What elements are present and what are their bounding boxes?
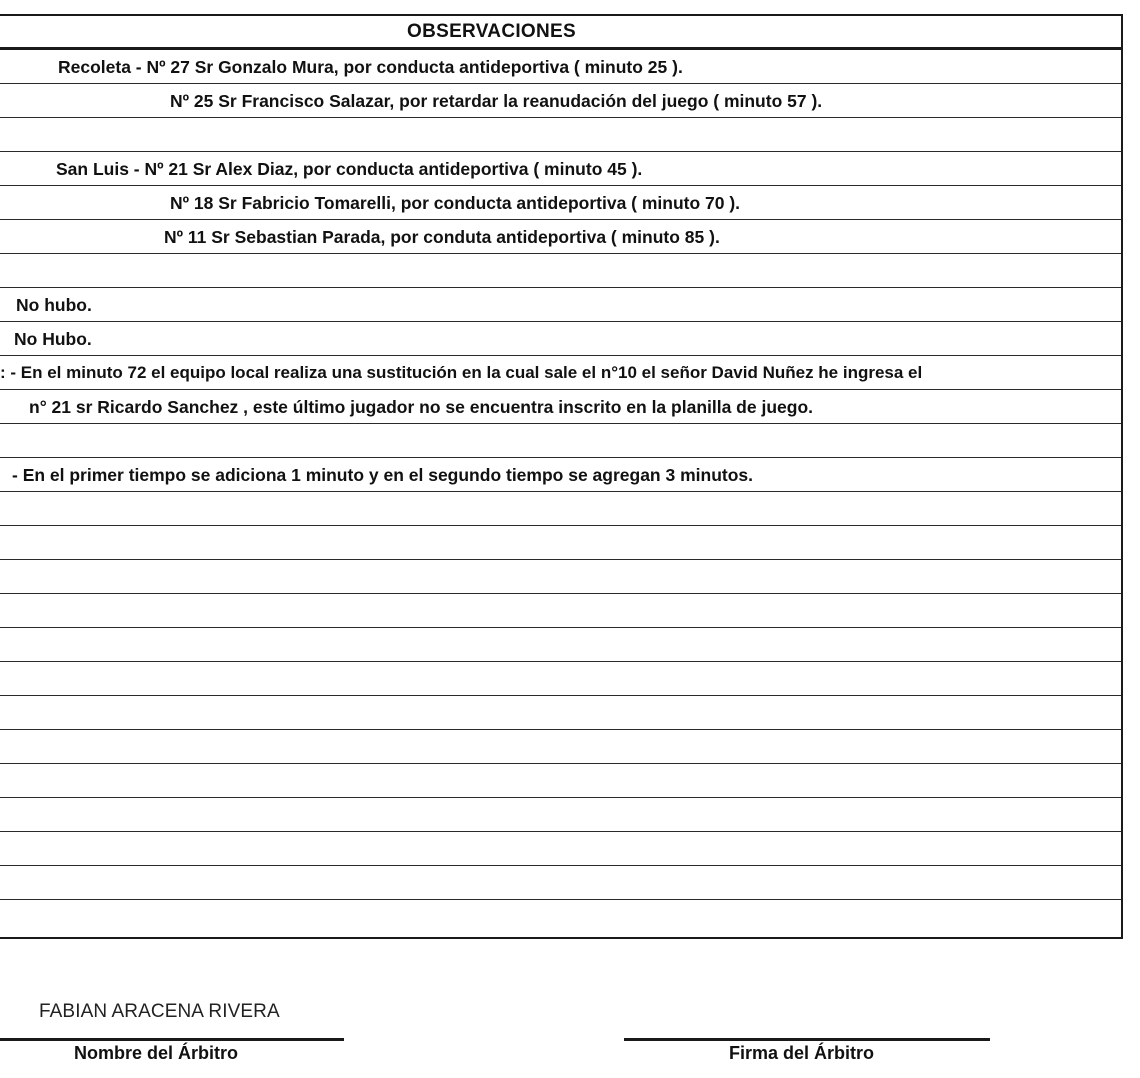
observation-row bbox=[0, 118, 1121, 152]
observation-text: : - En el minuto 72 el equipo local realiza una sustitución en la cual sale el n°10 el señor David Nuñez he ingresa el bbox=[0, 363, 923, 382]
observation-row bbox=[0, 662, 1121, 696]
referee-signature-label: Firma del Árbitro bbox=[729, 1043, 875, 1063]
observation-text: Recoleta - Nº 27 Sr Gonzalo Mura, por conducta antideportiva ( minuto 25 ). bbox=[58, 57, 683, 77]
referee-name-label: Nombre del Árbitro bbox=[74, 1043, 239, 1063]
observation-text: Nº 18 Sr Fabricio Tomarelli, por conducta antideportiva ( minuto 70 ). bbox=[170, 193, 741, 213]
observation-row bbox=[0, 424, 1121, 458]
observation-row bbox=[0, 220, 1121, 254]
observation-row bbox=[0, 152, 1121, 186]
observation-row bbox=[0, 866, 1121, 900]
observation-row bbox=[0, 458, 1121, 492]
observation-row bbox=[0, 254, 1121, 288]
observations-form bbox=[0, 14, 1123, 939]
observation-text: Nº 11 Sr Sebastian Parada, por conduta antideportiva ( minuto 85 ). bbox=[164, 227, 720, 247]
observation-row bbox=[0, 186, 1121, 220]
observation-text: San Luis - Nº 21 Sr Alex Diaz, por conducta antideportiva ( minuto 45 ). bbox=[56, 159, 643, 179]
observations-header bbox=[0, 16, 1121, 50]
observation-text: No hubo. bbox=[16, 295, 92, 315]
signature-underline bbox=[624, 1038, 990, 1041]
observation-row bbox=[0, 628, 1121, 662]
observation-text: - En el primer tiempo se adiciona 1 minuto y en el segundo tiempo se agregan 3 minutos. bbox=[12, 465, 753, 485]
observation-row bbox=[0, 696, 1121, 730]
name-underline bbox=[0, 1038, 344, 1041]
observation-row bbox=[0, 594, 1121, 628]
observation-row bbox=[0, 764, 1121, 798]
observation-row bbox=[0, 798, 1121, 832]
referee-name: FABIAN ARACENA RIVERA bbox=[39, 1001, 280, 1022]
observation-row bbox=[0, 832, 1121, 866]
observation-text: No Hubo. bbox=[14, 329, 92, 349]
observation-row bbox=[0, 730, 1121, 764]
observations-rows bbox=[0, 50, 1121, 934]
observation-row bbox=[0, 560, 1121, 594]
observation-row bbox=[0, 322, 1121, 356]
observation-row bbox=[0, 526, 1121, 560]
observation-row bbox=[0, 390, 1121, 424]
observation-row bbox=[0, 900, 1121, 934]
observation-text: n° 21 sr Ricardo Sanchez , este último jugador no se encuentra inscrito en la planilla de juego. bbox=[29, 397, 813, 417]
observation-row bbox=[0, 356, 1121, 390]
observation-row bbox=[0, 84, 1121, 118]
observation-row bbox=[0, 492, 1121, 526]
observations-title: OBSERVACIONES bbox=[407, 20, 576, 42]
observation-row bbox=[0, 288, 1121, 322]
observation-text: Nº 25 Sr Francisco Salazar, por retardar la reanudación del juego ( minuto 57 ). bbox=[170, 91, 823, 111]
observation-row bbox=[0, 50, 1121, 84]
